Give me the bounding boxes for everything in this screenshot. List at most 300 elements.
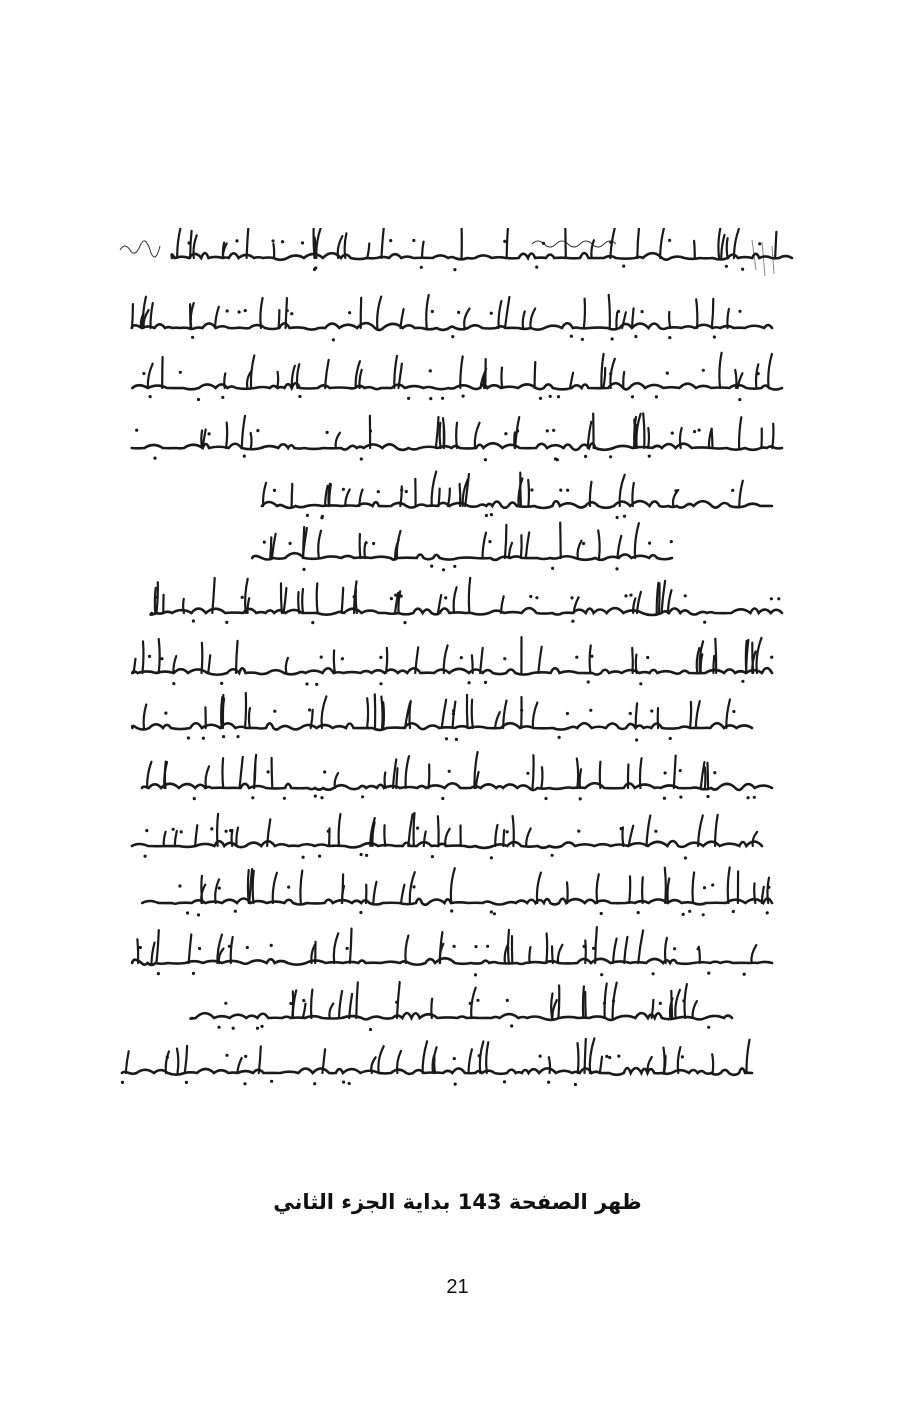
- handwritten-stroke: [247, 598, 249, 613]
- handwritten-stroke: [538, 647, 541, 673]
- handwritten-stroke: [647, 816, 651, 847]
- handwritten-stroke: [746, 641, 747, 673]
- handwritten-stroke: [533, 703, 538, 729]
- handwritten-dot: [529, 595, 532, 598]
- handwritten-dot: [711, 883, 714, 886]
- handwritten-dot: [315, 683, 318, 686]
- handwritten-dot: [236, 735, 239, 738]
- handwritten-dot: [186, 911, 189, 914]
- handwritten-dot: [412, 885, 415, 888]
- handwritten-dot: [365, 854, 368, 857]
- handwritten-stroke: [698, 815, 703, 846]
- handwritten-stroke: [381, 228, 384, 258]
- handwritten-stroke: [445, 829, 450, 846]
- handwritten-dot: [731, 489, 734, 492]
- handwritten-stroke: [439, 489, 440, 506]
- handwritten-stroke: [595, 927, 597, 963]
- handwritten-stroke: [636, 703, 638, 728]
- handwritten-stroke: [397, 982, 400, 1018]
- handwritten-dot: [551, 567, 554, 570]
- handwritten-stroke: [515, 417, 519, 448]
- handwritten-dot: [575, 656, 578, 659]
- handwritten-stroke: [597, 874, 599, 903]
- handwritten-stroke: [501, 596, 504, 613]
- handwritten-stroke: [183, 599, 184, 613]
- handwritten-line: [132, 841, 762, 848]
- handwritten-stroke: [442, 700, 446, 728]
- handwritten-dot: [185, 1081, 188, 1084]
- page-caption: ظهر الصفحة 143 بداية الجزء الثاني: [273, 1190, 642, 1214]
- handwritten-stroke: [185, 1046, 187, 1073]
- handwritten-dot: [582, 945, 585, 948]
- handwritten-stroke: [137, 939, 138, 963]
- handwritten-dot: [757, 372, 760, 375]
- handwritten-dot: [544, 797, 547, 800]
- handwritten-dot: [516, 429, 519, 432]
- handwritten-dot: [166, 1056, 169, 1059]
- handwritten-stroke: [385, 773, 386, 789]
- handwritten-stroke: [629, 876, 630, 903]
- handwritten-dot: [416, 827, 419, 830]
- handwritten-stroke: [215, 879, 219, 903]
- handwritten-stroke: [754, 883, 755, 903]
- handwritten-dot: [326, 431, 329, 434]
- handwritten-stroke: [662, 581, 666, 613]
- handwritten-dot: [142, 372, 145, 375]
- handwritten-dot: [623, 515, 626, 518]
- handwritten-stroke: [526, 829, 531, 847]
- handwritten-stroke: [605, 984, 607, 1019]
- handwritten-stroke: [708, 763, 709, 788]
- handwritten-dot: [460, 656, 463, 659]
- handwritten-dot: [650, 709, 653, 712]
- handwritten-line: [252, 553, 672, 560]
- handwritten-stroke: [339, 814, 341, 846]
- handwritten-stroke: [303, 1004, 306, 1018]
- handwritten-dot: [342, 1081, 345, 1084]
- handwritten-stroke: [552, 946, 553, 963]
- handwritten-dot: [681, 1055, 684, 1058]
- handwritten-dot: [221, 396, 224, 399]
- handwritten-stroke: [636, 414, 640, 448]
- handwritten-stroke: [712, 1054, 713, 1073]
- handwritten-dot: [510, 1024, 513, 1027]
- handwritten-stroke: [272, 534, 276, 558]
- handwritten-stroke: [713, 656, 714, 673]
- handwritten-stroke: [541, 767, 542, 788]
- handwritten-stroke: [552, 1000, 556, 1018]
- handwritten-stroke: [367, 244, 369, 259]
- handwritten-stroke: [643, 414, 644, 449]
- handwritten-dot: [348, 1082, 351, 1085]
- handwritten-stroke: [727, 238, 728, 258]
- handwritten-stroke: [528, 480, 529, 506]
- handwritten-dot: [197, 913, 200, 916]
- handwritten-dot: [394, 594, 397, 597]
- handwritten-dot: [407, 397, 410, 400]
- handwritten-stroke: [206, 766, 209, 788]
- handwritten-stroke: [590, 645, 591, 673]
- handwritten-dot: [218, 887, 221, 890]
- handwritten-dot: [453, 565, 456, 568]
- handwritten-dot: [431, 855, 434, 858]
- handwritten-stroke: [157, 930, 159, 963]
- handwritten-dot: [228, 945, 231, 948]
- handwritten-stroke: [752, 643, 753, 673]
- handwritten-stroke: [406, 756, 409, 788]
- handwritten-stroke: [270, 537, 271, 558]
- handwritten-stroke: [715, 639, 716, 673]
- handwritten-stroke: [429, 765, 430, 789]
- handwritten-dot: [444, 596, 447, 599]
- handwritten-stroke: [245, 693, 246, 728]
- handwritten-dot: [609, 241, 612, 244]
- handwritten-dot: [637, 911, 640, 914]
- handwritten-dot: [652, 972, 655, 975]
- handwritten-stroke: [451, 868, 455, 903]
- handwritten-stroke: [242, 416, 245, 448]
- handwritten-dot: [530, 488, 533, 491]
- handwritten-dot: [570, 596, 573, 599]
- handwritten-dot: [707, 1026, 710, 1029]
- handwritten-dot: [590, 655, 593, 658]
- handwritten-dot: [635, 738, 638, 741]
- handwritten-dot: [192, 619, 195, 622]
- handwritten-dot: [431, 310, 434, 313]
- handwritten-dot: [441, 797, 444, 800]
- handwritten-dot: [360, 457, 363, 460]
- handwritten-dot: [770, 597, 773, 600]
- handwritten-dot: [369, 429, 372, 432]
- handwritten-stroke: [284, 588, 287, 613]
- handwritten-stroke: [224, 373, 225, 388]
- handwritten-stroke: [377, 297, 381, 328]
- handwritten-line: [132, 958, 772, 965]
- handwritten-dot: [520, 709, 523, 712]
- handwritten-dot: [235, 239, 238, 242]
- handwritten-dot: [629, 712, 632, 715]
- handwritten-stroke: [405, 936, 408, 963]
- handwritten-stroke: [739, 481, 743, 506]
- handwritten-stroke: [739, 417, 741, 448]
- handwritten-stroke: [236, 641, 238, 673]
- handwritten-dot: [400, 595, 403, 598]
- handwritten-stroke: [159, 639, 160, 673]
- handwritten-stroke: [361, 298, 362, 328]
- handwritten-dot: [332, 338, 335, 341]
- handwritten-stroke: [286, 298, 287, 328]
- handwritten-dot: [620, 827, 623, 830]
- handwritten-stroke: [577, 759, 578, 789]
- handwritten-dot: [616, 516, 619, 519]
- handwritten-stroke: [521, 535, 522, 558]
- handwritten-dot: [263, 541, 266, 544]
- handwritten-line: [132, 323, 772, 330]
- handwritten-dot: [611, 337, 614, 340]
- handwritten-stroke: [148, 364, 153, 388]
- manuscript-handwriting: [112, 228, 802, 1118]
- handwritten-stroke: [701, 654, 703, 673]
- handwritten-dot: [243, 1082, 246, 1085]
- handwritten-stroke: [325, 486, 328, 506]
- handwritten-dot: [453, 1057, 456, 1060]
- handwritten-stroke: [523, 311, 525, 328]
- handwritten-stroke: [378, 1046, 383, 1073]
- handwritten-stroke: [513, 816, 514, 846]
- handwritten-stroke: [705, 767, 706, 788]
- handwritten-dot: [457, 311, 460, 314]
- handwritten-dot: [453, 268, 456, 271]
- handwritten-stroke: [613, 939, 617, 963]
- handwritten-dot: [648, 455, 651, 458]
- handwritten-stroke: [505, 297, 509, 328]
- handwritten-dot: [468, 681, 471, 684]
- handwritten-dot: [506, 999, 509, 1002]
- handwritten-stroke: [715, 815, 718, 846]
- handwritten-dot: [192, 972, 195, 975]
- handwritten-dot: [671, 432, 674, 435]
- handwritten-stroke: [637, 228, 639, 258]
- handwritten-stroke: [775, 232, 776, 258]
- handwritten-dot: [445, 737, 448, 740]
- handwritten-dot: [747, 796, 750, 799]
- handwritten-dot: [503, 657, 506, 660]
- handwritten-dot: [703, 886, 706, 889]
- handwritten-stroke: [486, 1042, 488, 1073]
- handwritten-dot: [478, 1054, 481, 1057]
- handwritten-stroke: [583, 986, 584, 1018]
- handwritten-stroke: [334, 933, 338, 963]
- handwritten-dot: [574, 1083, 577, 1086]
- handwritten-stroke: [456, 423, 457, 448]
- handwritten-dot: [738, 310, 741, 313]
- handwritten-dot: [238, 310, 241, 313]
- handwritten-dot: [298, 395, 301, 398]
- handwritten-stroke: [260, 298, 262, 328]
- handwritten-dot: [753, 796, 756, 799]
- handwritten-dot: [320, 656, 323, 659]
- handwritten-stroke: [537, 873, 541, 903]
- handwritten-stroke: [303, 527, 304, 558]
- handwritten-dot: [743, 973, 746, 976]
- handwritten-dot: [612, 1000, 615, 1003]
- handwritten-dot: [490, 856, 493, 859]
- handwritten-stroke: [721, 235, 724, 258]
- handwritten-stroke: [464, 309, 469, 328]
- handwritten-stroke: [746, 1040, 749, 1073]
- handwritten-dot: [670, 540, 673, 543]
- handwritten-dot: [592, 947, 595, 950]
- handwritten-dot: [488, 540, 491, 543]
- handwritten-stroke: [195, 825, 197, 846]
- handwritten-stroke: [693, 872, 695, 903]
- handwritten-dot: [260, 1025, 263, 1028]
- handwritten-stroke: [177, 1049, 178, 1073]
- handwritten-stroke: [636, 655, 637, 673]
- handwritten-dot: [542, 242, 545, 245]
- handwritten-stroke: [175, 831, 177, 846]
- handwritten-dot: [506, 830, 509, 833]
- handwritten-stroke: [423, 1041, 428, 1073]
- handwritten-dot: [490, 910, 493, 913]
- handwritten-dot: [549, 395, 552, 398]
- handwritten-stroke: [222, 758, 223, 788]
- handwritten-dot: [311, 621, 314, 624]
- handwritten-stroke: [436, 417, 439, 448]
- handwritten-stroke: [356, 982, 358, 1018]
- handwritten-dot: [693, 430, 696, 433]
- handwritten-dot: [703, 621, 706, 624]
- handwritten-dot: [272, 239, 275, 242]
- manuscript-image: [112, 228, 802, 1118]
- handwritten-dot: [688, 910, 691, 913]
- handwritten-dot: [453, 945, 456, 948]
- handwritten-stroke: [529, 947, 530, 963]
- handwritten-dot: [702, 913, 705, 916]
- handwritten-dot: [535, 266, 538, 269]
- handwritten-stroke: [360, 534, 361, 558]
- handwritten-dot: [430, 565, 433, 568]
- handwritten-stroke: [674, 756, 676, 788]
- handwritten-stroke: [719, 353, 721, 388]
- handwritten-stroke: [298, 592, 299, 613]
- handwritten-stroke: [560, 523, 561, 558]
- handwritten-dot: [767, 886, 770, 889]
- handwritten-dot: [629, 594, 632, 597]
- handwritten-dot: [450, 909, 453, 912]
- handwritten-dot: [256, 429, 259, 432]
- handwritten-dot: [506, 946, 509, 949]
- handwritten-stroke: [334, 650, 335, 673]
- handwritten-stroke: [281, 583, 282, 613]
- handwritten-stroke: [142, 641, 143, 673]
- handwritten-stroke: [202, 643, 203, 673]
- handwritten-stroke: [694, 241, 695, 258]
- handwritten-dot: [321, 515, 324, 518]
- handwritten-dot: [587, 680, 590, 683]
- handwritten-dot: [412, 239, 415, 242]
- handwritten-dot: [379, 682, 382, 685]
- handwritten-dot: [539, 397, 542, 400]
- handwritten-dot: [305, 682, 308, 685]
- handwritten-dot: [490, 312, 493, 315]
- handwritten-dot: [365, 541, 368, 544]
- handwritten-dot: [526, 772, 529, 775]
- handwritten-dot: [682, 913, 685, 916]
- handwritten-stroke: [668, 879, 670, 904]
- handwritten-stroke: [567, 882, 568, 903]
- handwritten-stroke: [443, 418, 444, 448]
- handwritten-dot: [617, 310, 620, 313]
- handwritten-dot: [484, 458, 487, 461]
- handwritten-dot: [706, 795, 709, 798]
- handwritten-dot: [615, 567, 618, 570]
- handwritten-dot: [474, 973, 477, 976]
- handwritten-stroke: [753, 832, 758, 846]
- handwritten-stroke: [757, 638, 762, 673]
- handwritten-dot: [429, 369, 432, 372]
- handwritten-stroke: [533, 755, 534, 788]
- handwritten-stroke: [231, 937, 233, 963]
- handwritten-stroke: [454, 587, 457, 613]
- handwritten-dot: [698, 429, 701, 432]
- handwritten-dot: [314, 795, 317, 798]
- handwritten-stroke: [609, 295, 610, 328]
- handwritten-dot: [180, 830, 183, 833]
- handwritten-dot: [451, 335, 454, 338]
- handwritten-stroke: [600, 762, 601, 788]
- handwritten-dot: [490, 513, 493, 516]
- handwritten-stroke: [483, 533, 487, 558]
- handwritten-stroke: [132, 304, 133, 328]
- handwritten-dot: [566, 489, 569, 492]
- handwritten-dot: [556, 458, 559, 461]
- handwritten-stroke: [472, 700, 473, 728]
- handwritten-stroke: [499, 301, 502, 328]
- handwritten-stroke: [414, 813, 415, 846]
- handwritten-dot: [546, 429, 549, 432]
- handwritten-dot: [327, 830, 330, 833]
- handwritten-stroke: [240, 757, 243, 788]
- handwritten-stroke: [480, 648, 483, 673]
- handwritten-dot: [486, 945, 489, 948]
- handwritten-dot: [758, 242, 761, 245]
- handwritten-dot: [302, 568, 305, 571]
- handwritten-stroke: [300, 871, 302, 903]
- handwritten-dot: [256, 1027, 259, 1030]
- handwritten-dot: [673, 947, 676, 950]
- handwritten-dot: [273, 489, 276, 492]
- handwritten-stroke: [664, 1048, 665, 1073]
- handwritten-dot: [732, 710, 735, 713]
- handwritten-stroke: [440, 423, 441, 448]
- handwritten-dot: [273, 710, 276, 713]
- handwritten-dot: [493, 912, 496, 915]
- handwritten-stroke: [272, 758, 273, 788]
- handwritten-dot: [452, 709, 455, 712]
- handwritten-dot: [306, 514, 309, 517]
- handwritten-stroke: [535, 362, 536, 388]
- handwritten-dot: [617, 1055, 620, 1058]
- handwritten-stroke: [585, 1039, 586, 1073]
- handwritten-dot: [654, 830, 657, 833]
- handwritten-stroke: [632, 648, 633, 673]
- handwritten-dot: [454, 1083, 457, 1086]
- handwritten-stroke: [432, 472, 437, 506]
- handwritten-stroke: [394, 356, 397, 388]
- handwritten-stroke: [164, 832, 166, 846]
- handwritten-stroke: [696, 299, 697, 328]
- handwritten-stroke: [735, 370, 736, 388]
- handwritten-stroke: [147, 762, 151, 788]
- handwritten-stroke: [223, 243, 224, 259]
- handwritten-stroke: [424, 832, 426, 847]
- handwritten-line: [132, 668, 772, 675]
- handwritten-dot: [589, 709, 592, 712]
- handwritten-dot: [584, 455, 587, 458]
- handwritten-stroke: [317, 583, 318, 613]
- handwritten-stroke: [480, 1041, 484, 1073]
- handwritten-stroke: [526, 532, 529, 558]
- handwritten-stroke: [189, 935, 192, 964]
- handwritten-dot: [224, 1002, 227, 1005]
- handwritten-dot: [395, 1001, 398, 1004]
- handwritten-stroke: [768, 354, 772, 388]
- handwritten-dot: [232, 1027, 235, 1030]
- handwritten-dot: [145, 829, 148, 832]
- handwritten-stroke: [302, 589, 303, 613]
- handwritten-stroke: [316, 228, 321, 258]
